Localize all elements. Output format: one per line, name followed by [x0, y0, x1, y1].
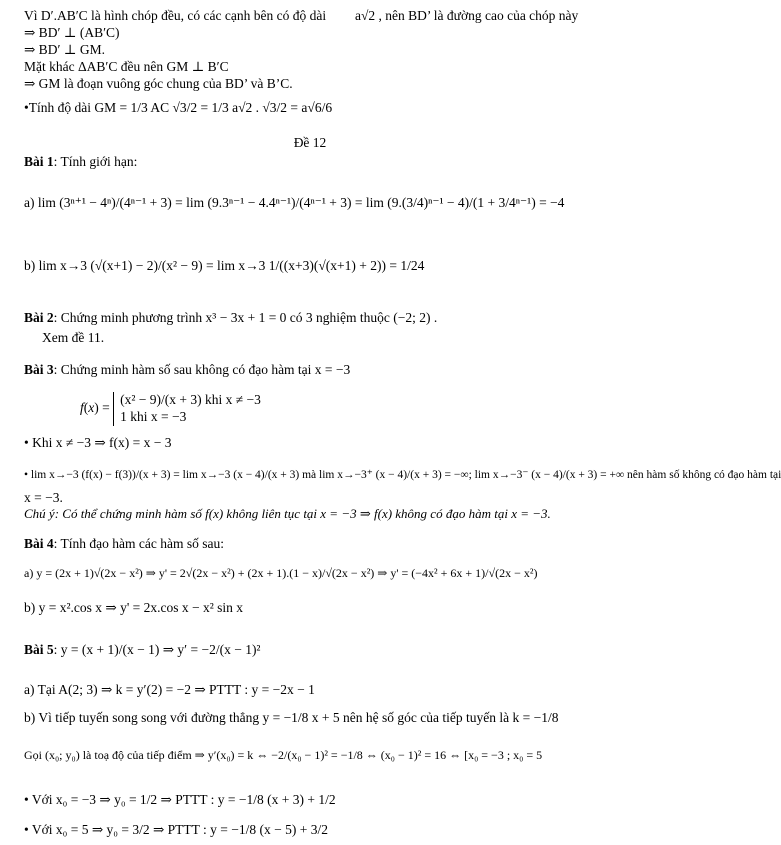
- piece-2: 1 khi x = −3: [120, 408, 187, 424]
- text-line: ⇒ GM là đoạn vuông góc chung của BD’ và B’C.: [24, 76, 293, 91]
- section-text: : y = (x + 1)/(x − 1) ⇒ y′ = −2/(x − 1)²: [53, 642, 261, 657]
- section-label: Bài 3: [24, 362, 54, 377]
- math-line: a) lim (3ⁿ⁺¹ − 4ⁿ)/(4ⁿ⁻¹ + 3) = lim (9.3ⁿ⁻¹ − 4.4ⁿ⁻¹)/(4ⁿ⁻¹ + 3) = lim (9.(3/4)ⁿ⁻¹ − 4)/(1 + 3/4ⁿ⁻¹) = −4: [24, 195, 565, 210]
- section-heading: [24, 536, 224, 553]
- section-heading: [24, 642, 261, 659]
- note-line: Chú ý: Có thể chứng minh hàm số f(x) không liên tục tại x = −3 ⇒ f(x) không có đạo hàm tại x = −3.: [24, 506, 551, 521]
- text-line: x = −3.: [24, 490, 63, 505]
- section-label: Bài 4: [24, 536, 54, 551]
- math-line: b) lim x→3 (√(x+1) − 2)/(x² − 9) = lim x→3 1/((x+3)(√(x+1) + 2)) = 1/24: [24, 258, 425, 273]
- text-line: Mặt khác ΔAB′C đều nên GM ⊥ B′C: [24, 59, 229, 74]
- math-line: Gọi (x₀; y₀) là toạ độ của tiếp điểm ⇒ y′(x₀) = k ⇔ −2/(x₀ − 1)² = −1/8 ⇔ (x₀ − 1)² = 16 ⇔ [x₀ = −3 ; x₀ = 5: [24, 748, 543, 762]
- section-text: : Tính đạo hàm các hàm số sau:: [53, 536, 224, 551]
- math-line: b) y = x².cos x ⇒ y' = 2x.cos x − x² sin x: [24, 600, 244, 615]
- section-label: Bài 5: [24, 642, 54, 657]
- text-line: Xem đề 11.: [42, 330, 105, 345]
- section-heading: [24, 154, 137, 171]
- section-heading: [24, 362, 350, 379]
- piecewise-function: f(x) = (x² − 9)/(x + 3) khi x ≠ −3 1 khi x = −3: [80, 392, 261, 424]
- math-line: b) Vì tiếp tuyến song song với đường thẳng y = −1/8 x + 5 nên hệ số góc của tiếp tuyến là k = −1/8: [24, 710, 559, 725]
- section-label: Bài 1: [24, 154, 54, 169]
- math-line: a) Tại A(2; 3) ⇒ k = y′(2) = −2 ⇒ PTTT : y = −2x − 1: [24, 682, 315, 697]
- text-line: •Tính độ dài GM = 1/3 AC √3/2 = 1/3 a√2 . √3/2 = a√6/6: [24, 100, 333, 115]
- math-line: a) y = (2x + 1)√(2x − x²) ⇒ y' = 2√(2x − x²) + (2x + 1).(1 − x)/√(2x − x²) ⇒ y' = (−4x² + 6x + 1)/√(2x − x²): [24, 566, 538, 580]
- section-text: : Chứng minh phương trình x³ − 3x + 1 = 0 có 3 nghiệm thuộc (−2; 2) .: [53, 310, 438, 325]
- exam-title: Đề 12: [293, 135, 327, 150]
- math-line: • lim x→−3 (f(x) − f(3))/(x + 3) = lim x→−3 (x − 4)/(x + 3) mà lim x→−3⁺ (x − 4)/(x + 3) = −∞; lim x→−3⁻ (x − 4)/(x + 3) = +∞ nên hàm số không có đạo hàm tại: [24, 469, 781, 481]
- text-line: Vì D′.AB′C là hình chóp đều, có các cạnh bên có độ dài: [24, 8, 327, 23]
- text-line: • Khi x ≠ −3 ⇒ f(x) = x − 3: [24, 435, 172, 450]
- section-label: Bài 2: [24, 310, 54, 325]
- text-line: ⇒ BD′ ⊥ GM.: [24, 42, 105, 57]
- text-line: a√2 , nên BD’ là đường cao của chóp này: [355, 8, 579, 23]
- section-heading: [24, 310, 437, 327]
- section-text: : Tính giới hạn:: [53, 154, 138, 169]
- math-line: • Với x₀ = 5 ⇒ y₀ = 3/2 ⇒ PTTT : y = −1/8 (x − 5) + 3/2: [24, 822, 328, 837]
- math-line: • Với x₀ = −3 ⇒ y₀ = 1/2 ⇒ PTTT : y = −1/8 (x + 3) + 1/2: [24, 792, 336, 807]
- piece-1: (x² − 9)/(x + 3) khi x ≠ −3: [120, 392, 261, 407]
- section-text: : Chứng minh hàm số sau không có đạo hàm tại x = −3: [53, 362, 351, 377]
- text-line: ⇒ BD′ ⊥ (AB′C): [24, 25, 120, 40]
